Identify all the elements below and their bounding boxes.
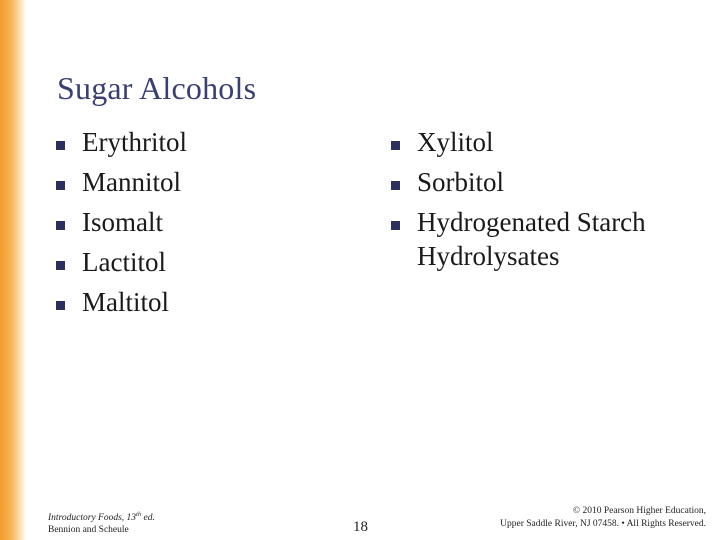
footer-copyright — [500, 505, 706, 530]
bullet-text: Lactitol — [82, 247, 166, 277]
bullet-item — [390, 125, 667, 159]
bullet-text: Sorbitol — [417, 167, 505, 197]
page-number: 18 — [353, 519, 368, 535]
bullet-text: Isomalt — [82, 207, 163, 237]
square-bullet-icon — [56, 221, 65, 230]
book-title-line — [48, 509, 155, 524]
square-bullet-icon — [56, 261, 65, 270]
right-bullet-list — [390, 125, 667, 279]
bullet-item — [55, 205, 187, 239]
square-bullet-icon — [56, 141, 65, 150]
copyright-line-2: Upper Saddle River, NJ 07458. • All Rights Reserved. — [500, 518, 706, 529]
footer-citation — [48, 509, 155, 536]
square-bullet-icon — [56, 301, 65, 310]
bullet-item — [55, 165, 187, 199]
square-bullet-icon — [391, 141, 400, 150]
book-title: Introductory Foods, 13 — [48, 513, 137, 524]
edition-suffix: th — [136, 511, 142, 518]
square-bullet-icon — [56, 181, 65, 190]
square-bullet-icon — [391, 181, 400, 190]
bullet-text: Mannitol — [82, 167, 181, 197]
slide-title: Sugar Alcohols — [57, 70, 257, 106]
bullet-item — [390, 165, 667, 199]
bullet-item — [55, 125, 187, 159]
bullet-item — [55, 245, 187, 279]
bullet-text: Hydrogenated Starch Hydrolysates — [417, 207, 646, 271]
bullet-text: Erythritol — [82, 127, 187, 157]
copyright-line-1: © 2010 Pearson Higher Education, — [572, 506, 706, 516]
edition-end: ed. — [141, 513, 155, 524]
accent-side-bar — [0, 0, 26, 540]
bullet-text: Maltitol — [82, 287, 169, 317]
square-bullet-icon — [391, 221, 400, 230]
book-authors: Bennion and Scheule — [48, 525, 129, 536]
left-bullet-list — [55, 125, 187, 325]
bullet-item — [390, 205, 667, 273]
bullet-text: Xylitol — [417, 127, 494, 157]
bullet-item — [55, 285, 187, 319]
